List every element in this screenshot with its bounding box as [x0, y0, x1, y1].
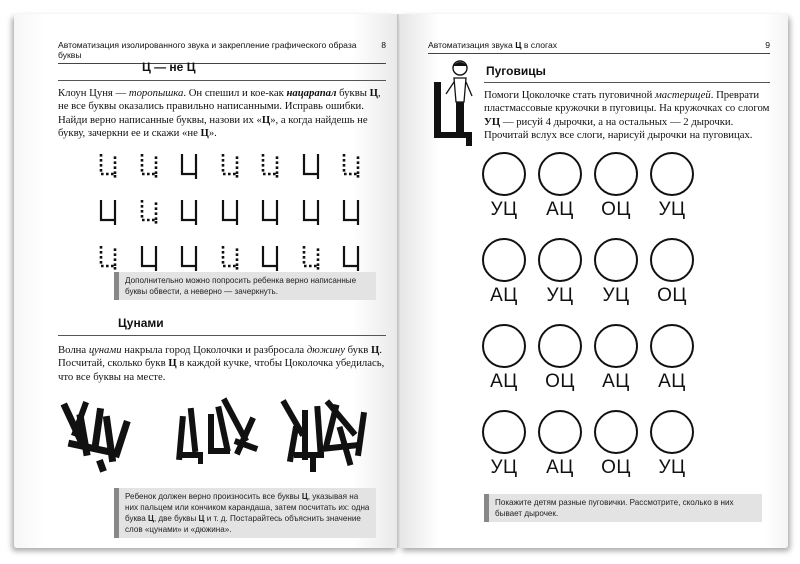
syllable-label: АЦ [602, 371, 630, 392]
letter-ts-solid [301, 152, 323, 180]
letter-ts-solid [179, 198, 201, 226]
text-run-bold-italic: нацарапал [286, 87, 337, 99]
button-circle [650, 410, 694, 454]
left-page [14, 14, 398, 548]
button-circle-cell [534, 324, 586, 393]
button-circle [538, 410, 582, 454]
text-run-bold: Ц [370, 344, 380, 356]
text-run-bold: Ц [261, 113, 271, 126]
syllable-label: АЦ [546, 457, 574, 478]
syllable-label: АЦ [546, 199, 574, 220]
letter-ts-dotted-u [220, 244, 242, 272]
left-page-number: 8 [381, 40, 386, 50]
right-header-text [428, 40, 557, 50]
button-circle-cell [590, 324, 642, 393]
button-circle-cell [534, 410, 586, 479]
note-run: , две буквы [153, 514, 199, 523]
letter-ts-dotted-u [341, 152, 363, 180]
section-divider [58, 335, 386, 336]
letter-pile-3 [280, 399, 367, 472]
letter-ts-solid [301, 198, 323, 226]
button-circle [594, 238, 638, 282]
left-page-header [58, 40, 386, 64]
syllable-label: АЦ [490, 285, 518, 306]
section-divider [58, 80, 386, 81]
button-circle-cell [590, 410, 642, 479]
note-run-bold: Ц [301, 492, 308, 501]
text-run: Волна [58, 344, 89, 356]
section-title-tsunami: Цунами [118, 316, 164, 330]
button-circle [650, 238, 694, 282]
note-run-bold: Ц [148, 514, 154, 523]
button-circle [594, 152, 638, 196]
header-run-bold: Ц [515, 40, 522, 50]
text-run-bold: Ц [168, 357, 177, 370]
button-circle [482, 324, 526, 368]
tsunami-letter-piles [58, 386, 388, 478]
button-circle-cell [534, 152, 586, 221]
text-run: — рисуй 4 дырочки, а на остальных — 2 дырочки. Прочитай вслух все слоги, нарисуй дырочки на пуговицах. [484, 115, 753, 142]
text-run-italic: цунами [88, 344, 122, 356]
letter-ts-dotted-u [260, 152, 282, 180]
letter-ts-solid [341, 244, 363, 272]
button-circle-cell [478, 410, 530, 479]
text-run-bold: Ц [200, 127, 209, 140]
button-circle-cell [590, 238, 642, 307]
text-run: букв [344, 344, 371, 356]
button-circle-cell [478, 238, 530, 307]
button-circle [594, 324, 638, 368]
button-circle-cell [478, 152, 530, 221]
text-run-italic: торопышка [128, 87, 184, 99]
section1-instructions [58, 87, 388, 141]
syllable-label: ОЦ [601, 457, 631, 478]
note-run-bold: Ц [198, 514, 205, 523]
letter-ts-dotted-u [139, 198, 161, 226]
text-run: », а когда найдешь не букву, зачеркни ее и скажи «не [58, 113, 368, 140]
letter-ts-dotted-u [301, 244, 323, 272]
button-circle [538, 324, 582, 368]
syllable-label: УЦ [658, 457, 686, 478]
text-run: накрыла город Цоколочки и разбросала [121, 344, 307, 356]
button-circle-cell [646, 410, 698, 479]
text-run: ». [208, 127, 217, 140]
text-run: Помоги Цоколочке стать пуговичной [484, 89, 655, 101]
text-run: буквы [336, 87, 370, 99]
syllable-label: АЦ [490, 371, 518, 392]
button-circle-cell [646, 324, 698, 393]
letter-pile-1 [61, 401, 131, 473]
text-run-italic: дюжину [306, 344, 345, 356]
syllable-label: ОЦ [657, 285, 687, 306]
right-page-number: 9 [765, 40, 770, 50]
syllable-label: УЦ [546, 285, 574, 306]
buttons-instructions [484, 89, 774, 143]
letter-ts-dotted-u [98, 244, 120, 272]
text-run: . Посчитай, сколько букв [58, 344, 382, 370]
syllable-label: УЦ [490, 457, 518, 478]
syllable-label: УЦ [490, 199, 518, 220]
left-header-text: Автоматизация изолированного звука и закрепление графического образа буквы [58, 40, 357, 60]
button-circle-cell [646, 238, 698, 307]
letter-ts-solid [179, 244, 201, 272]
button-circle-cell [646, 152, 698, 221]
right-page [400, 14, 788, 548]
letter-ts-solid [341, 198, 363, 226]
note-run: , указывая на них пальцем или кончиком карандаша, затем посчитать их: одна буква [125, 492, 370, 523]
text-run: Клоун Цуня — [58, 87, 129, 99]
syllable-label: УЦ [658, 199, 686, 220]
text-run-bold: УЦ [484, 115, 501, 128]
text-run-italic: мастерицей [654, 89, 711, 101]
text-run: , не все буквы оказались правильно написанными. Исправь ошибки. Найди верно написанные буквы, назови их « [58, 87, 381, 126]
teacher-note-2 [114, 488, 376, 538]
note-run: Ребенок должен верно произносить все буквы [125, 492, 302, 501]
letter-pile-2 [176, 397, 258, 464]
letter-ts-dotted-u [98, 152, 120, 180]
header-run: в слогах [521, 40, 558, 50]
letter-ts-dotted-u [139, 152, 161, 180]
right-page-header [428, 40, 770, 54]
button-circle [482, 410, 526, 454]
syllable-label: ОЦ [545, 371, 575, 392]
text-run: . Он спешил и кое-как [183, 87, 287, 99]
letter-ts-solid [260, 244, 282, 272]
button-circle [482, 152, 526, 196]
teacher-note-3: Покажите детям разные пуговички. Рассмотрите, сколько в них бывает дырочек. [484, 494, 762, 522]
text-run-bold: Ц [369, 87, 378, 99]
note-run: и т. д. Постарайтесь объяснить значение слов «цунами» и «дюжина». [125, 514, 361, 534]
syllable-label: ОЦ [601, 199, 631, 220]
button-circle [650, 152, 694, 196]
teacher-note-1: Дополнительно можно попросить ребенка верно написанные буквы обвести, а неверно — зачеркнуть. [114, 272, 376, 300]
letter-ts-solid [98, 198, 120, 226]
letter-ts-solid [139, 244, 161, 272]
letter-ts-solid [220, 198, 242, 226]
button-circle [650, 324, 694, 368]
tsokolochka-letter-character-illustration [430, 58, 478, 148]
section-title-ts-ne-ts: Ц — не Ц [142, 60, 196, 74]
syllable-label: АЦ [658, 371, 686, 392]
button-circle [594, 410, 638, 454]
letter-ts-solid [260, 198, 282, 226]
button-circle [538, 152, 582, 196]
button-circle-cell [534, 238, 586, 307]
button-circle [538, 238, 582, 282]
letter-ts-dotted-u [220, 152, 242, 180]
syllable-label: УЦ [602, 285, 630, 306]
button-circle [482, 238, 526, 282]
button-circle-cell [590, 152, 642, 221]
text-run: . Преврати пластмассовые кружочки в пуговицы. На кружочках со слогом [484, 89, 770, 115]
letter-ts-solid [179, 152, 201, 180]
button-circle-cell [478, 324, 530, 393]
section2-instructions [58, 344, 388, 384]
section-divider [484, 82, 770, 83]
section-title-buttons: Пуговицы [486, 64, 546, 78]
header-run: Автоматизация звука [428, 40, 516, 50]
text-run: в каждой кучке, чтобы Цоколочка убедилась, что все буквы на месте. [58, 357, 385, 383]
